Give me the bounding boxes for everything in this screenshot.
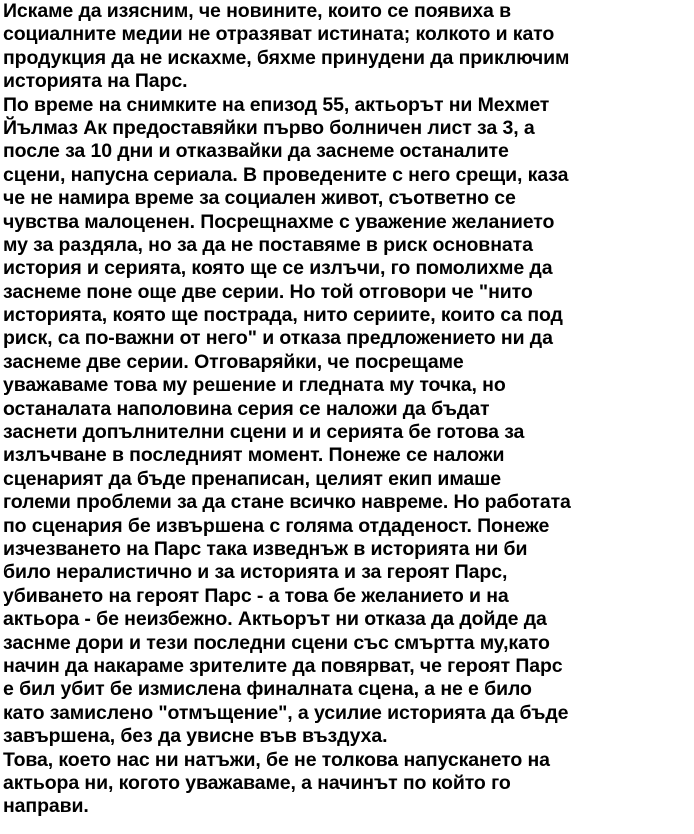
text-line: историята, която ще пострада, нито сериите, които са под bbox=[3, 304, 563, 327]
text-line: продукция да не искахме, бяхме принудени да приключим bbox=[3, 46, 570, 69]
text-line: излъчване в последният момент. Понеже се наложи bbox=[3, 444, 505, 467]
text-line: заснети допълнителни сцени и и серията бе готова за bbox=[3, 421, 525, 444]
text-line: по сценария бе извършена с голяма отдаденост. Понеже bbox=[3, 514, 550, 537]
text-line: заснеме поне още две серии. Но той отговори че "нито bbox=[3, 280, 533, 303]
text-line: е бил убит бе измислена финалната сцена, а не е било bbox=[3, 678, 532, 701]
text-line: актьора - бе неизбежно. Актьорът ни отказа да дойде да bbox=[3, 608, 547, 631]
text-line: направи. bbox=[3, 795, 89, 818]
text-line: социалните медии не отразяват истината; колкото и като bbox=[3, 23, 555, 46]
text-line: Йълмаз Ак предоставяйки първо болничен лист за 3, а bbox=[3, 116, 535, 139]
text-line: Искаме да изясним, че новините, които се появиха в bbox=[3, 0, 511, 22]
text-line: история и серията, която ще се излъчи, го помолихме да bbox=[3, 257, 553, 280]
text-line: големи проблеми за да стане всичко навреме. Но работата bbox=[3, 491, 571, 514]
text-line: начин да накараме зрителите да повярват, че героят Парс bbox=[3, 654, 563, 677]
text-line: му за раздяла, но за да не поставяме в риск основната bbox=[3, 233, 533, 256]
text-line: било нерaлистично и за историята и за героят Парс, bbox=[3, 561, 508, 584]
text-line: убиването на героят Парс - а това бе желанието и на bbox=[3, 584, 509, 607]
text-line: като замислено "отмъщение", а усилие историята да бъде bbox=[3, 701, 569, 724]
text-line: чувства малоценен. Посрещнахме с уважение желанието bbox=[3, 210, 555, 233]
text-line: завършена, без да увисне във въздуха. bbox=[3, 725, 388, 748]
text-line: риск, са по-важни от него" и отказа предложението ни да bbox=[3, 327, 553, 350]
text-line: че не намира време за социален живот, съответно се bbox=[3, 187, 516, 210]
text-line: заснме дори и тези последни сцени със смъртта му,като bbox=[3, 631, 550, 654]
text-line: заснеме две серии. Отговаряйки, че посрещаме bbox=[3, 350, 464, 373]
text-line: По време на снимките на епизод 55, актьорът ни Мехмет bbox=[3, 93, 550, 116]
text-line: актьора ни, когото уважаваме, а начинът по който го bbox=[3, 771, 511, 794]
text-line: изчезването на Парс така изведнъж в историята ни би bbox=[3, 537, 528, 560]
text-line: останалата наполовина серия се наложи да бъдат bbox=[3, 397, 490, 420]
text-line: историята на Парс. bbox=[3, 70, 188, 93]
text-line: после за 10 дни и отказвайки да заснеме останалите bbox=[3, 140, 509, 163]
text-line: Това, което нас ни натъжи, бе не толкова напускането на bbox=[3, 748, 550, 771]
text-line: сценарият да бъде пренаписан, целият екип имаше bbox=[3, 467, 502, 490]
text-line: сцени, напусна сериала. В проведените с него срещи, каза bbox=[3, 163, 569, 186]
text-line: уважаваме това му решение и гледната му точка, но bbox=[3, 374, 506, 397]
statement-text bbox=[3, 0, 693, 819]
